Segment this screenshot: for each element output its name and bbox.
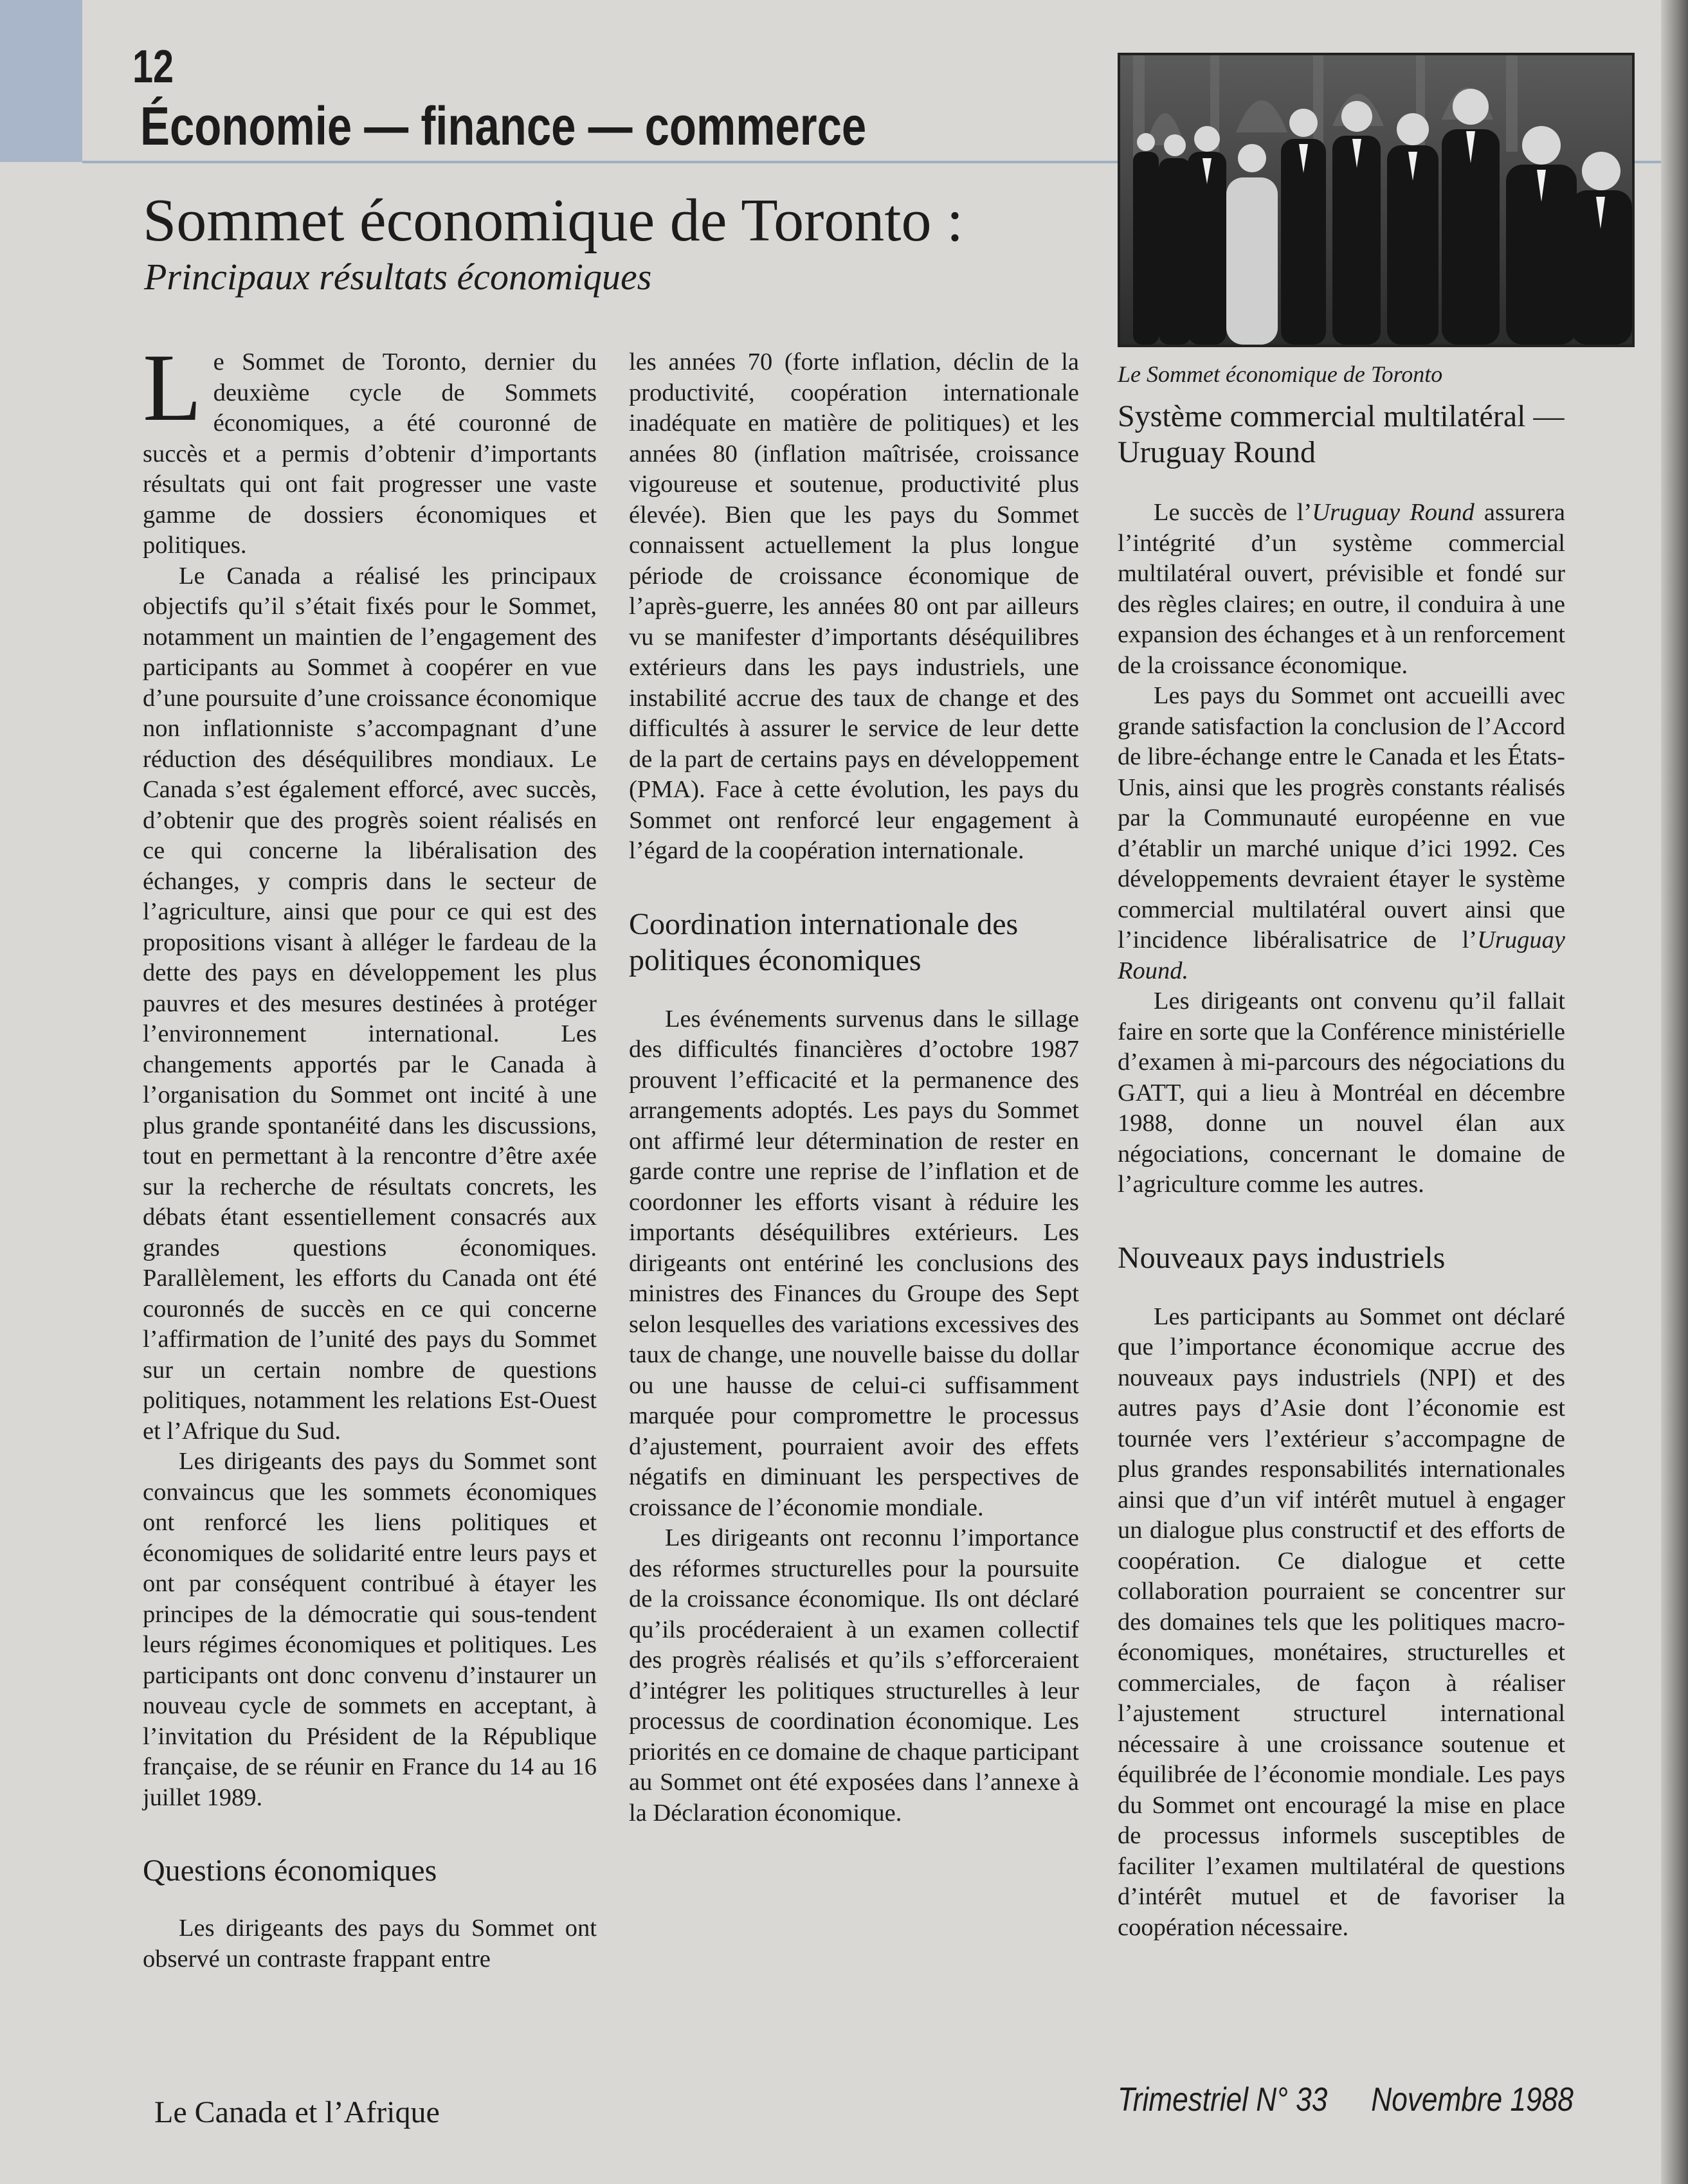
- issue-info: [1118, 2080, 1574, 2119]
- paragraph: Les pays du Sommet ont accueilli avec grande satisfaction la conclusion de l’Accord de libre-échange entre le Canada et les États-Unis, ainsi que les progrès constants réalisés par la Communauté européenne en vue d’établir un marché unique d’ici 1992. Ces développements devraient étayer le système commercial multilatéral ouvert ainsi que l’incidence libéralisatrice de l’Uruguay Round.: [1118, 682, 1565, 984]
- section-heading: Coordination internationale des politiques économiques: [629, 907, 1019, 977]
- section-heading: Questions économiques: [143, 1854, 437, 1888]
- article-title: Sommet économique de Toronto :: [143, 187, 964, 254]
- drop-cap: L: [143, 334, 202, 441]
- section-heading: Système commercial multilatéral — Uruguay Round: [1118, 399, 1565, 469]
- paragraph: Le succès de l’Uruguay Round assurera l’intégrité d’un système commercial multilatéral ouvert, prévisible et fondé sur des règles claires; en outre, il conduira à une expansion des échanges et à un renforcement de la croissance économique.: [1118, 499, 1565, 679]
- photo-caption: Le Sommet économique de Toronto: [1118, 361, 1443, 387]
- paragraph: Le Sommet de Toronto, dernier du deuxième cycle de Sommets économiques, a été couronné de succès et a permis d’obtenir d’importants résultats qui ont fait progresser une vaste gamme de dossiers économiques et politiques.: [143, 334, 597, 559]
- paragraph: Les dirigeants des pays du Sommet sont convaincus que les sommets économiques ont renforcé les liens politiques et économiques de solidarité entre leurs pays et ont par conséquent contribué à étayer les principes de la démocratie qui sous-tendent leurs régimes économiques et politiques. Les participants ont donc convenu d’instaurer un nouveau cycle de sommets en acceptant, à l’invitation du Président de la République française, de se réunir en France du 14 au 16 juillet 1989.: [143, 1448, 597, 1811]
- photo-image: [1120, 55, 1632, 345]
- paragraph: Les dirigeants des pays du Sommet ont observé un contraste frappant entre: [143, 1915, 597, 1972]
- paragraph: Les participants au Sommet ont déclaré que l’importance économique accrue des nouveaux pays industriels (NPI) et des autres pays d’Asie dont l’économie est tournée vers l’extérieur s’accompagne de plus grandes responsabilités internationales ainsi que d’un vif intérêt mutuel à engager un dialogue plus constructif et des efforts de coopération. Ce dialogue et cette collaboration pourraient se concentrer sur des domaines tels que les politiques macro-économiques, monétaires, structurelles et commerciales, de façon à réaliser l’ajustement structurel international nécessaire à une croissance soutenue et équilibrée de l’économie mondiale. Les pays du Sommet ont encouragé la mise en place de processus informels susceptibles de faciliter l’examen multilatéral de questions d’intérêt mutuel et de favoriser la coopération nécessaire.: [1118, 1303, 1565, 1941]
- paragraph: Les dirigeants ont convenu qu’il fallait faire en sorte que la Conférence ministérielle d’examen à mi-parcours des négociations du GATT, qui a lieu à Montréal en décembre 1988, donne un nouvel élan aux négociations, concernant le domaine de l’agriculture comme les autres.: [1118, 988, 1565, 1198]
- issue-date: Novembre 1988: [1371, 2081, 1574, 2118]
- article-subtitle: Principaux résultats économiques: [144, 256, 652, 298]
- page-number: 12: [132, 41, 174, 93]
- column-3: [1118, 399, 1565, 1943]
- column-1: [143, 334, 597, 1974]
- summit-photo: [1118, 53, 1635, 347]
- header-color-bar: [0, 0, 82, 162]
- paragraph: Les événements survenus dans le sillage des difficultés financières d’octobre 1987 prouvent l’efficacité et la permanence des arrangements adoptés. Les pays du Sommet ont affirmé leur détermination de rester en garde contre une reprise de l’inflation et de coordonner les efforts visant à réduire les importants déséquilibres extérieurs. Les dirigeants ont entériné les conclusions des ministres des Finances du Groupe des Sept selon lesquelles des variations excessives des taux de change, une nouvelle baisse du dollar ou une hausse de celui-ci suffisamment marquée pour compromettre le processus d’ajustement, pourraient avoir des effets négatifs en diminuant les perspectives de croissance de l’économie mondiale.: [629, 1005, 1079, 1521]
- paragraph: Le Canada a réalisé les principaux objectifs qu’il s’était fixés pour le Sommet, notamment un maintien de l’engagement des participants au Sommet à coopérer en vue d’une poursuite d’une croissance économique non inflationniste s’accompagnant d’une réduction des déséquilibres mondiaux. Le Canada s’est également efforcé, avec succès, d’obtenir que des progrès soient réalisés en ce qui concerne la libéralisation des échanges, y compris dans le secteur de l’agriculture, ainsi que pour ce qui est des propositions visant à alléger le fardeau de la dette des pays en développement les plus pauvres et des mesures destinées à protéger l’environnement international. Les changements apportés par le Canada à l’organisation du Sommet ont incité à une plus grande spontanéité dans les discussions, tout en permettant à la rencontre d’être axée sur la recherche de résultats concrets, les débats étant essentiellement consacrés aux grandes questions économiques. Parallèlement, les efforts du Canada ont été couronnés de succès en ce qui concerne l’affirmation de l’unité des pays du Sommet sur un certain nombre de questions politiques, notamment les relations Est-Ouest et l’Afrique du Sud.: [143, 562, 597, 1445]
- page-edge: [1661, 0, 1688, 2184]
- paragraph: Les dirigeants ont reconnu l’importance des réformes structurelles pour la poursuite de la croissance économique. Ils ont déclaré qu’ils procéderaient à un examen collectif des progrès réalisés et qu’ils s’efforceraient d’intégrer les politiques structurelles à leur processus de coordination économique. Les priorités en ce domaine de chaque participant au Sommet ont été exposées dans l’annexe à la Déclaration économique.: [629, 1524, 1079, 1827]
- section-heading: Nouveaux pays industriels: [1118, 1240, 1446, 1275]
- section-title: Économie — finance — commerce: [140, 96, 867, 156]
- paragraph: les années 70 (forte inflation, déclin de la productivité, coopération internationale inadéquate en matière de politiques) et les années 80 (inflation maîtrisée, croissance vigoureuse et soutenue, productivité plus élevée). Bien que les pays du Sommet connaissent actuellement la plus longue période de croissance économique de l’après-guerre, les années 80 ont par ailleurs vu se manifester d’importants déséquilibres extérieurs dans les pays industriels, une instabilité accrue des taux de change et des difficultés à assurer le service de leur dette de la part de certains pays en développement (PMA). Face à cette évolution, les pays du Sommet ont renforcé leur engagement à l’égard de la coopération internationale.: [629, 348, 1079, 864]
- column-2: [629, 347, 1079, 1828]
- issue-number: Trimestriel N° 33: [1118, 2081, 1328, 2118]
- publication-name: Le Canada et l’Afrique: [154, 2095, 440, 2129]
